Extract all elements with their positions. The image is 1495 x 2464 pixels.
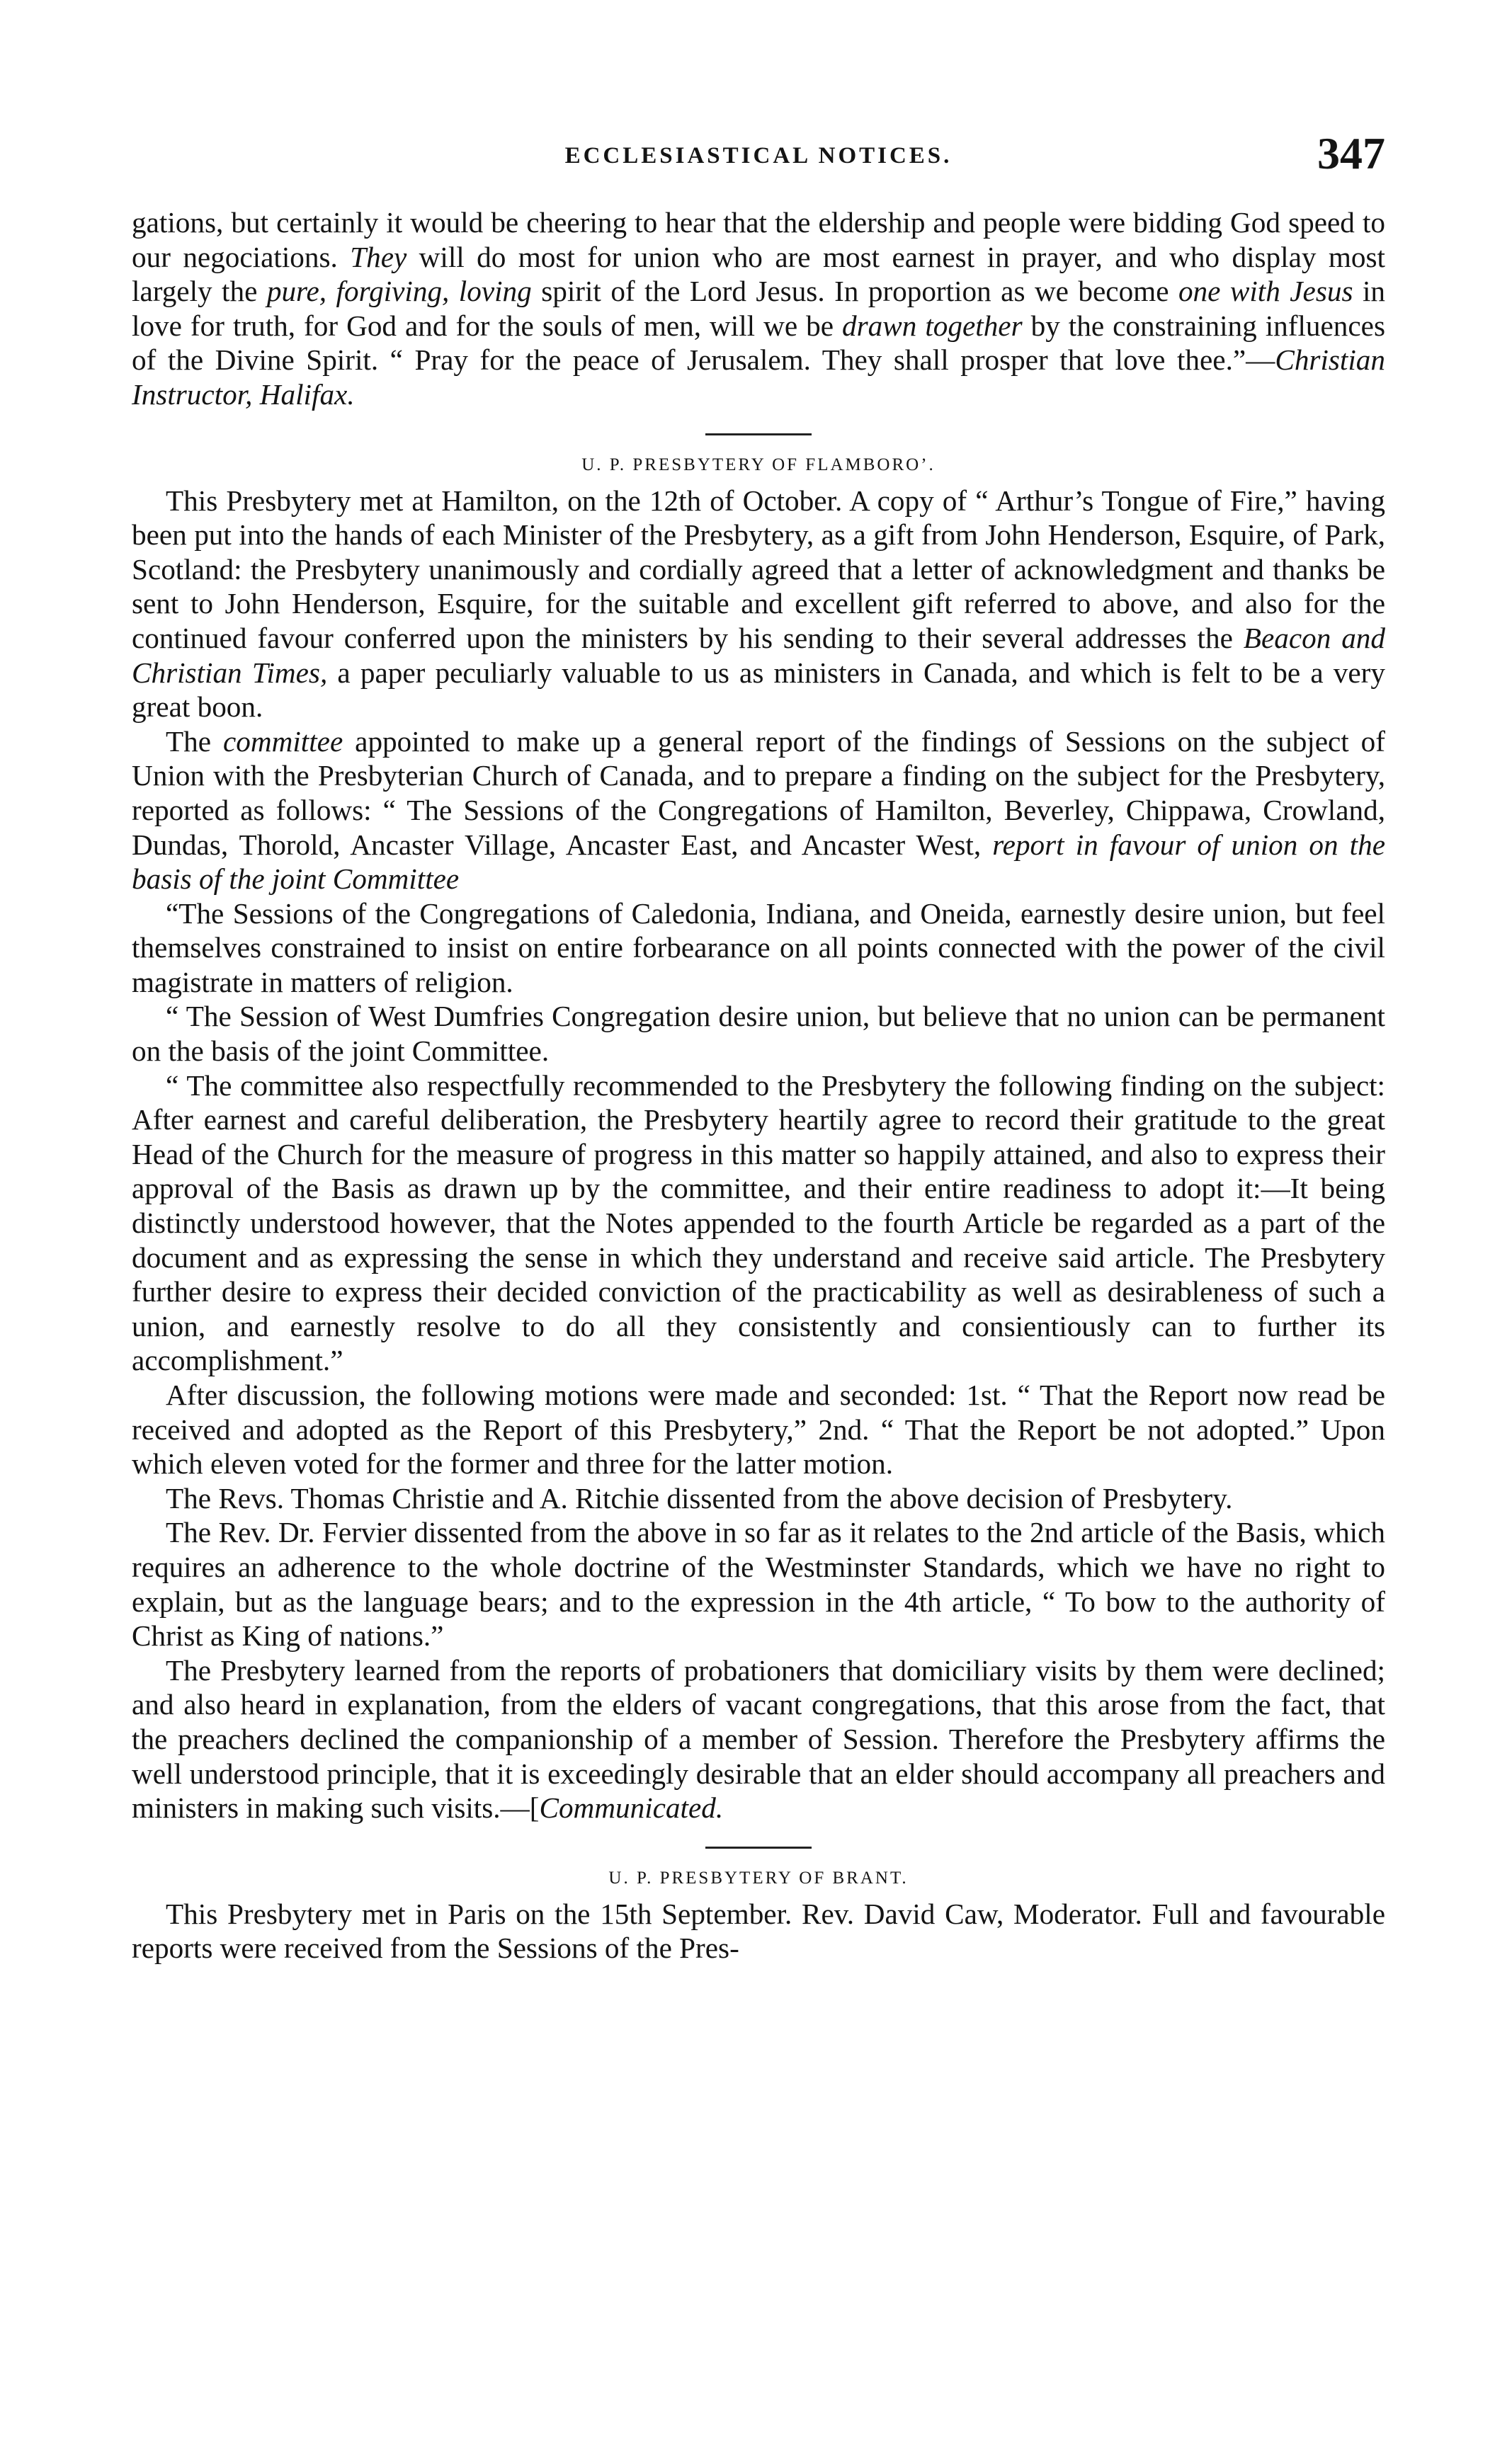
text-run: will do most for union who are most earnest in prayer, and who display most largely the — [132, 240, 1385, 308]
emphasis: Beacon and Christian Times, — [132, 621, 1385, 689]
text-run: gations, but certainly it would be cheering to hear that the eldership and people were bidding God speed to our negociations. — [132, 206, 1385, 273]
section-divider — [705, 433, 812, 435]
paragraph: After discussion, the following motions were made and seconded: 1st. “ That the Report now read be received and adopted as the Report of this Presbytery,” 2nd. “ That the Report be not adopted.” Upon which eleven voted for the former and three for the latter motion. — [132, 1379, 1385, 1481]
page — [132, 127, 1385, 2422]
paragraph: “The Sessions of the Congregations of Caledonia, Indiana, and Oneida, earnestly desire union, but feel themselves constrained to insist on entire forbearance on all points connected with the power of the civil magistrate in matters of religion. — [132, 896, 1385, 998]
page-number: 347 — [1317, 128, 1385, 178]
emphasis: committee — [222, 724, 343, 758]
source-citation: Christian Instructor, Halifax. — [132, 343, 1385, 411]
text-run: appointed to make up a general report of the findings of Sessions on the subject of Union with the Presbyterian Church of Canada, and to prepare a finding on the subject for the Presbytery, reported as follows: “ The Sessions of the Congregations of Hamilton, Beverley, Chippawa, Crowland, Dundas, Thorold, Ancaster Village, Ancaster East, and Ancaster West, — [132, 724, 1385, 861]
paragraph: “ The committee also respectfully recommended to the Presbytery the following finding on the subject: After earnest and careful deliberation, the Presbytery heartily agree to record their gratitude to the great Head of the Church for the measure of progress in this matter so happily attained, and also to express their approval of the Basis as drawn up by the committee, and their entire readiness to adopt it:—It being distinctly understood however, that the Notes appended to the fourth Article be regarded as a part of the document and as expressing the sense in which they understand and receive said article. The Presbytery further desire to express their decided conviction of the practicability as well as desirableness of such a union, and earnestly resolve to do all they consistently and consientiously can to further its accomplishment.” — [132, 1068, 1385, 1377]
text-run: spirit of the Lord Jesus. In proportion as we become — [531, 275, 1178, 308]
section-divider — [705, 1847, 812, 1849]
text-run: This Presbytery met at Hamilton, on the 12th of October. A copy of “ Arthur’s Tongue of Fire,” having been put into the hands of each Minister of the Presbytery, as a gift from John Henderson, Esquire, of Park, Scotland: the Presbytery unanimously and cordially agreed that a letter of acknowledgment and thanks be sent to John Henderson, Esquire, for the suitable and excellent gift referred to above, and also for the continued favour conferred upon the ministers by his sending to their several addresses the — [132, 484, 1385, 654]
text-run: The Presbytery learned from the reports of probationers that domiciliary visits by them were declined; and also heard in explanation, from the elders of vacant congregations, that this arose from the fact, that the preachers declined the companionship of a member of Session. Therefore the Presbytery affirms the well understood principle, that it is exceedingly desirable that an elder should accompany all preachers and ministers in making such visits.—[ — [132, 1653, 1385, 1825]
emphasis: report in favour of union on the basis of the joint Committee — [132, 828, 1385, 896]
section-flamboro — [132, 455, 1385, 1825]
running-header — [132, 127, 1385, 205]
paragraph: The Rev. Dr. Fervier dissented from the above in so far as it relates to the 2nd article of the Basis, which requires an adherence to the whole doctrine of the Westminster Standards, which we have no right to explain, but as the language bears; and to the expression in the 4th article, “ To bow to the authority of Christ as King of nations.” — [132, 1516, 1385, 1653]
section-heading: U. P. PRESBYTERY OF BRANT. — [608, 1868, 909, 1888]
article-continuation — [132, 205, 1385, 412]
emphasis: drawn together — [842, 309, 1023, 342]
paragraph — [132, 1653, 1385, 1825]
emphasis: pure, forgiving, loving — [266, 275, 532, 308]
text-run: by the constraining influences of the Divine Spirit. “ Pray for the peace of Jerusalem. They shall prosper that love thee.”— — [132, 309, 1385, 377]
paragraph: The Revs. Thomas Christie and A. Ritchie dissented from the above decision of Presbytery. — [166, 1481, 1233, 1515]
emphasis: one with Jesus — [1178, 275, 1353, 308]
section-brant — [132, 1869, 1385, 1966]
text-run: The — [166, 724, 223, 758]
paragraph: This Presbytery met in Paris on the 15th September. Rev. David Caw, Moderator. Full and favourable reports were received from the Sessions of the Pres- — [132, 1897, 1385, 1965]
text-run: in love for truth, for God and for the souls of men, will we be — [132, 275, 1385, 342]
running-title: ECCLESIASTICAL NOTICES. — [564, 143, 953, 169]
paragraph — [132, 484, 1385, 724]
paragraph: “ The Session of West Dumfries Congregation desire union, but believe that no union can be permanent on the basis of the joint Committee. — [132, 1000, 1385, 1068]
paragraph — [132, 724, 1385, 896]
section-heading: U. P. PRESBYTERY OF FLAMBORO’. — [581, 455, 936, 474]
text-run: a paper peculiarly valuable to us as ministers in Canada, and which is felt to be a very great boon. — [132, 656, 1385, 724]
emphasis: They — [350, 240, 407, 273]
emphasis: Communicated. — [539, 1791, 724, 1825]
paragraph — [132, 205, 1385, 412]
